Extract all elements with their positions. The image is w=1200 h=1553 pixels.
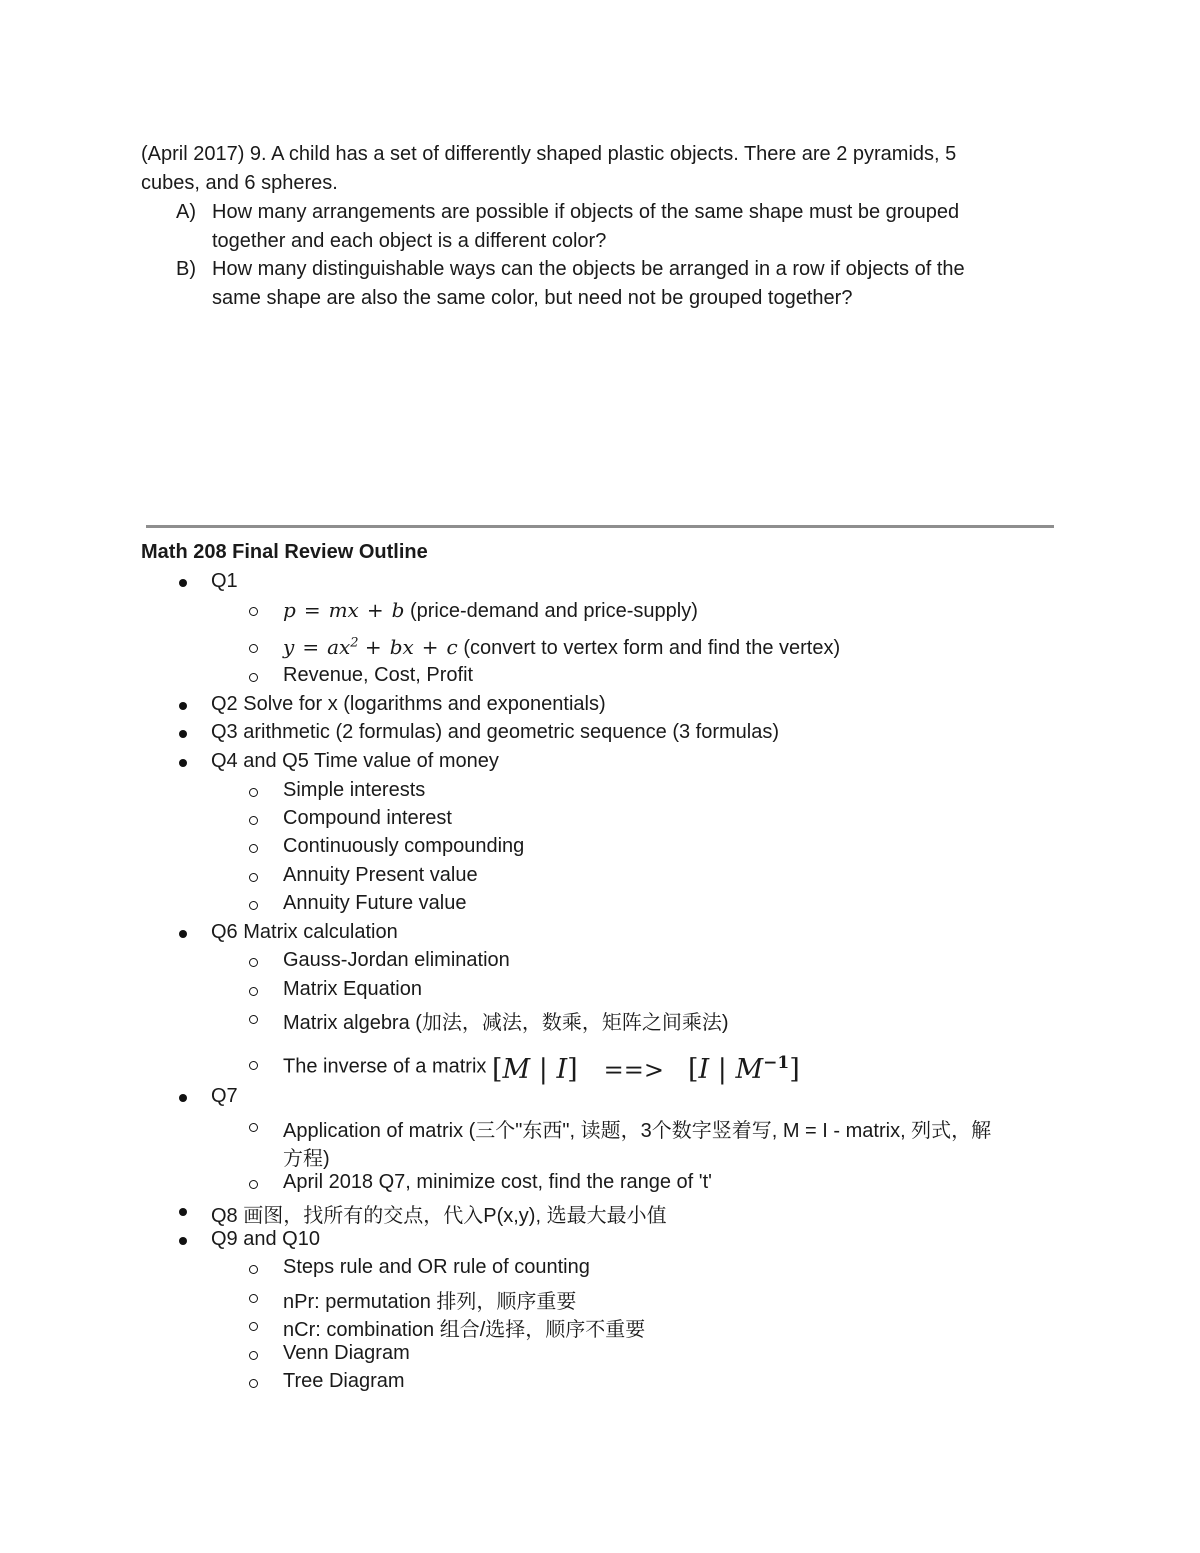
outline-subitem: Matrix Equation xyxy=(283,978,422,1000)
outline-subitem-linear xyxy=(283,598,698,623)
outline-subitem: Annuity Present value xyxy=(283,864,478,886)
outline-subitem: Simple interests xyxy=(283,779,426,801)
outline-subitem-april: April 2018 Q7, minimize cost, find the range of 't' xyxy=(283,1171,712,1193)
bullet-icon xyxy=(179,759,187,767)
part-b-label: B) xyxy=(176,258,196,280)
outline-item-q7: Q7 xyxy=(211,1085,238,1107)
question-part-b xyxy=(176,255,965,312)
circle-bullet-icon xyxy=(249,1123,258,1132)
circle-bullet-icon xyxy=(249,673,258,682)
outline-title: Math 208 Final Review Outline xyxy=(141,541,428,563)
outline-item-q3: Q3 arithmetic (2 formulas) and geometric sequence (3 formulas) xyxy=(211,721,780,743)
question-part-a xyxy=(176,198,959,255)
circle-bullet-icon xyxy=(249,816,258,825)
outline-subitem: nPr: permutation 排列，顺序重要 xyxy=(283,1291,577,1313)
circle-bullet-icon xyxy=(249,1015,258,1024)
question-paragraph xyxy=(141,140,956,198)
circle-bullet-icon xyxy=(249,1294,258,1303)
circle-bullet-icon xyxy=(249,644,258,653)
question-line-1: (April 2017) 9. A child has a set of differently shaped plastic objects. There are 2 pyramids, 5 xyxy=(141,143,957,165)
circle-bullet-icon xyxy=(249,1180,258,1189)
inverse-text: The inverse of a matrix xyxy=(283,1055,487,1078)
circle-bullet-icon xyxy=(249,958,258,967)
circle-bullet-icon xyxy=(249,1265,258,1274)
formula-inverse: [M | I] ==> [I | $M^{-1}$] xyxy=(491,1053,800,1085)
circle-bullet-icon xyxy=(249,1061,258,1070)
outline-subitem: Continuously compounding xyxy=(283,835,525,857)
outline-item-q910: Q9 and Q10 xyxy=(211,1228,320,1250)
outline-subitem: Gauss-Jordan elimination xyxy=(283,949,510,971)
circle-bullet-icon xyxy=(249,1379,258,1388)
outline-subitem-quadratic xyxy=(283,635,840,660)
question-line-2: cubes, and 6 spheres. xyxy=(141,172,338,194)
circle-bullet-icon xyxy=(249,844,258,853)
outline-item-q6: Q6 Matrix calculation xyxy=(211,921,398,943)
quad-desc: (convert to vertex form and find the vertex) xyxy=(463,637,841,659)
circle-bullet-icon xyxy=(249,607,258,616)
circle-bullet-icon xyxy=(249,873,258,882)
linear-desc: (price-demand and price-supply) xyxy=(409,600,698,622)
outline-item-q2: Q2 Solve for x (logarithms and exponentials) xyxy=(211,693,606,715)
outline-item-q8: Q8 画图，找所有的交点，代入P(x,y), 选最大最小值 xyxy=(211,1205,667,1227)
outline-subitem-rcp: Revenue, Cost, Profit xyxy=(283,664,474,686)
outline-subitem: Venn Diagram xyxy=(283,1342,410,1364)
bullet-icon xyxy=(179,1237,187,1245)
circle-bullet-icon xyxy=(249,1351,258,1360)
part-a-label: A) xyxy=(176,201,196,223)
bullet-icon xyxy=(179,702,187,710)
section-divider xyxy=(146,525,1054,528)
formula-linear: p = mx + b xyxy=(283,598,405,622)
formula-quadratic: $y = ax^2$ + bx + c xyxy=(283,635,458,659)
outline-subitem: Annuity Future value xyxy=(283,892,467,914)
circle-bullet-icon xyxy=(249,987,258,996)
bullet-icon xyxy=(179,1094,187,1102)
circle-bullet-icon xyxy=(249,788,258,797)
bullet-icon xyxy=(179,579,187,587)
outline-subitem: nCr: combination 组合/选择，顺序不重要 xyxy=(283,1319,646,1341)
outline-item-q1: Q1 xyxy=(211,570,238,592)
circle-bullet-icon xyxy=(249,1322,258,1331)
outline-subitem-application-line-2: 方程) xyxy=(283,1148,330,1170)
bullet-icon xyxy=(179,930,187,938)
part-a-line-2: together and each object is a different color? xyxy=(212,229,607,252)
outline-subitem-inverse xyxy=(283,1040,800,1093)
outline-subitem: Steps rule and OR rule of counting xyxy=(283,1256,590,1278)
outline-subitem: Tree Diagram xyxy=(283,1370,405,1392)
part-b-line-1: How many distinguishable ways can the objects be arranged in a row if objects of the xyxy=(212,258,965,280)
outline-subitem: Compound interest xyxy=(283,807,452,829)
part-a-line-1: How many arrangements are possible if objects of the same shape must be grouped xyxy=(212,201,960,223)
circle-bullet-icon xyxy=(249,901,258,910)
outline-item-q45: Q4 and Q5 Time value of money xyxy=(211,750,499,772)
bullet-icon xyxy=(179,1208,187,1216)
bullet-icon xyxy=(179,730,187,738)
part-b-line-2: same shape are also the same color, but need not be grouped together? xyxy=(212,286,853,309)
outline-subitem-application-line-1: Application of matrix (三个"东西", 读题，3个数字竖着写, M = I - matrix, 列式，解 xyxy=(283,1120,992,1142)
outline-subitem: Matrix algebra (加法，减法，数乘，矩阵之间乘法) xyxy=(283,1012,729,1034)
